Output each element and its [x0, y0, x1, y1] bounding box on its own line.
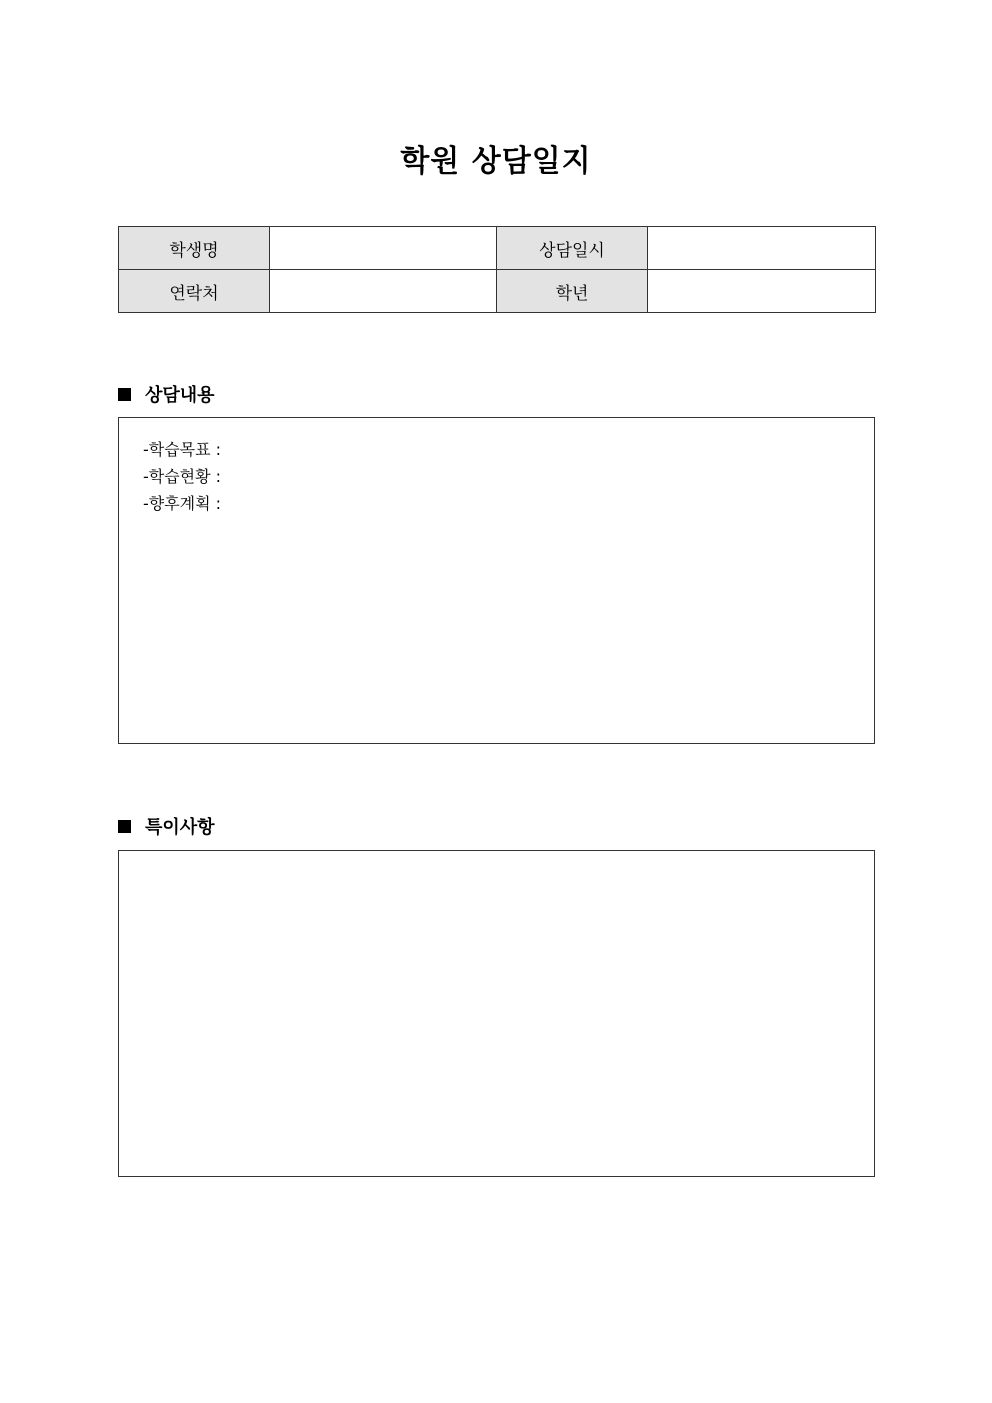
contact-label: 연락처 — [119, 270, 270, 313]
page-title: 학원 상담일지 — [400, 144, 592, 179]
learning-status-line: -학습현황 : — [143, 467, 222, 486]
table-row — [119, 270, 876, 313]
consult-content-heading — [118, 381, 215, 407]
future-plan-line: -향후계획 : — [143, 494, 222, 513]
consult-datetime-label: 상담일시 — [497, 227, 648, 270]
special-notes-heading — [118, 813, 215, 839]
consult-content-heading-label: 상담내용 — [145, 385, 215, 406]
consult-content-box[interactable] — [118, 417, 875, 744]
square-bullet-icon — [118, 820, 131, 833]
special-notes-box[interactable] — [118, 850, 875, 1177]
student-name-field[interactable] — [270, 227, 497, 270]
consult-datetime-field[interactable] — [648, 227, 876, 270]
learning-goal-line: -학습목표 : — [143, 440, 222, 459]
grade-label: 학년 — [497, 270, 648, 313]
square-bullet-icon — [118, 388, 131, 401]
student-name-label: 학생명 — [119, 227, 270, 270]
contact-field[interactable] — [270, 270, 497, 313]
student-info-table — [118, 226, 876, 313]
grade-field[interactable] — [648, 270, 876, 313]
table-row — [119, 227, 876, 270]
special-notes-heading-label: 특이사항 — [145, 817, 215, 838]
